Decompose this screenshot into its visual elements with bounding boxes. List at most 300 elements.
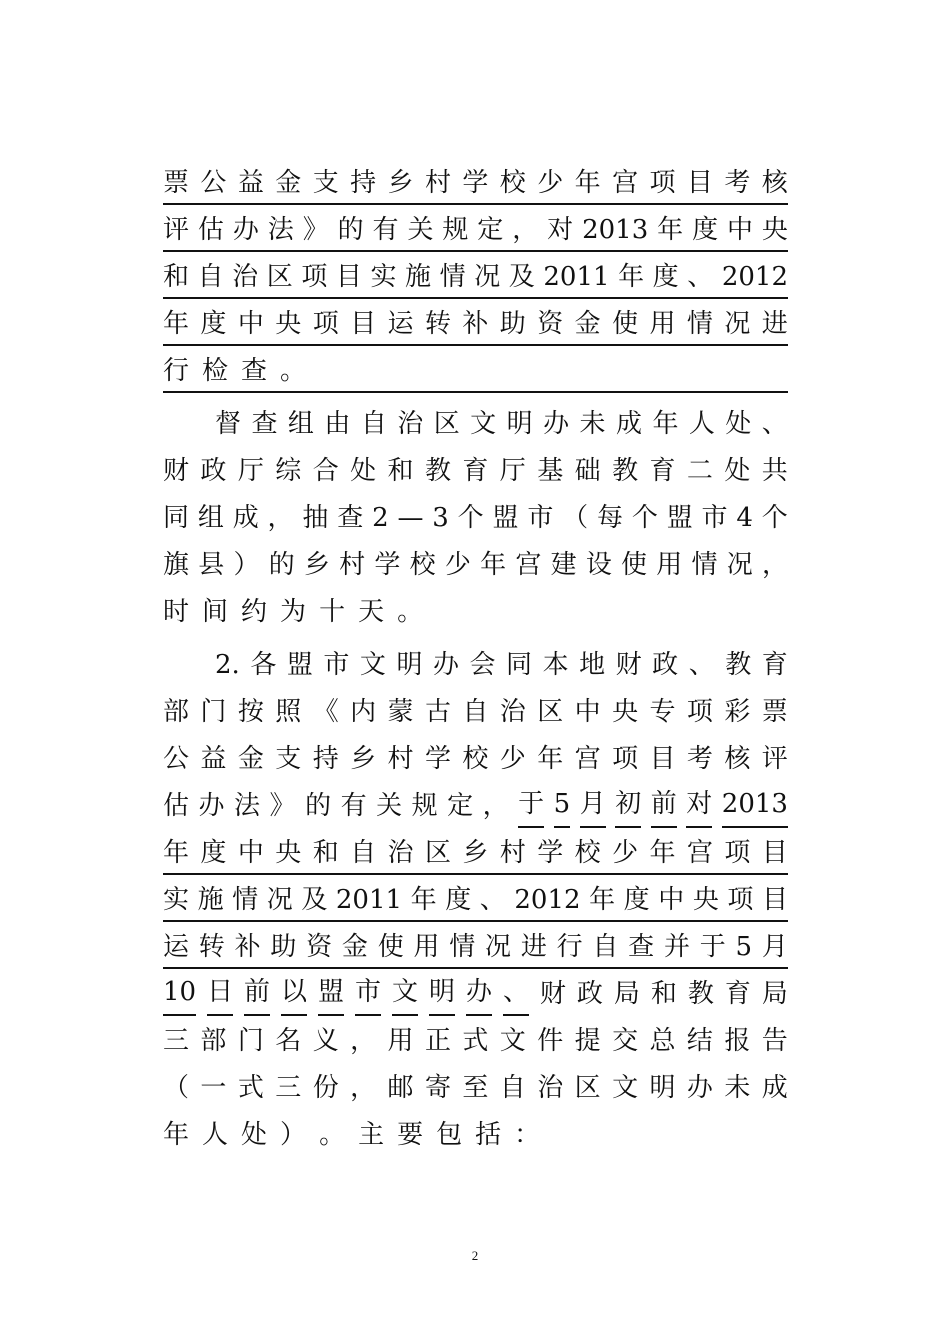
glyph: 宫 — [515, 550, 542, 580]
glyph: 进 — [520, 932, 547, 962]
glyph: 年 — [649, 838, 676, 868]
glyph: 区 — [537, 697, 564, 727]
glyph: 治 — [537, 1073, 564, 1103]
glyph: 治 — [499, 697, 526, 727]
glyph: 教 — [612, 456, 639, 486]
glyph: 央 — [692, 885, 719, 915]
glyph-underlined: 以 — [281, 972, 307, 1016]
glyph: 教 — [725, 650, 752, 680]
glyph: 治 — [232, 262, 259, 292]
glyph: 查 — [251, 409, 278, 439]
glyph: 育 — [649, 456, 676, 486]
glyph: ， — [482, 791, 509, 821]
glyph: 础 — [574, 456, 601, 486]
glyph: 2. — [215, 650, 240, 680]
glyph: 政 — [652, 650, 679, 680]
text-line — [215, 404, 788, 444]
glyph: 少 — [537, 168, 564, 198]
glyph: 办 — [232, 215, 259, 245]
glyph: 名 — [275, 1026, 302, 1056]
glyph: 金 — [341, 932, 368, 962]
glyph: 年 — [652, 409, 679, 439]
glyph: 年 — [163, 838, 190, 868]
page-number: 2 — [471, 1248, 479, 1263]
glyph: 财 — [615, 650, 642, 680]
glyph: 目 — [350, 309, 377, 339]
glyph: 情 — [439, 262, 466, 292]
glyph: 局 — [761, 979, 788, 1009]
glyph: 人 — [688, 409, 715, 439]
glyph: 同 — [506, 650, 533, 680]
glyph: 乡 — [462, 838, 489, 868]
glyph: 本 — [542, 650, 569, 680]
glyph: 二 — [686, 456, 713, 486]
glyph: 定 — [477, 215, 504, 245]
glyph: 的 — [305, 791, 332, 821]
glyph: 。 — [280, 356, 307, 386]
glyph: 区 — [266, 262, 293, 292]
glyph: 项 — [724, 838, 751, 868]
glyph: 文 — [612, 1073, 639, 1103]
glyph: 村 — [424, 168, 451, 198]
glyph: 县 — [198, 550, 225, 580]
glyph: 教 — [424, 456, 451, 486]
glyph: 核 — [761, 168, 788, 198]
glyph: 件 — [537, 1026, 564, 1056]
glyph: 区 — [574, 1073, 601, 1103]
glyph: 督 — [215, 409, 242, 439]
glyph: 处 — [241, 1120, 268, 1150]
glyph-underlined: 对 — [686, 784, 712, 828]
glyph: 学 — [537, 838, 564, 868]
glyph: 年 — [410, 885, 437, 915]
text-line — [163, 739, 788, 779]
glyph: 交 — [612, 1026, 639, 1056]
glyph: 助 — [270, 932, 297, 962]
glyph: 份 — [312, 1073, 339, 1103]
glyph: 支 — [312, 168, 339, 198]
glyph-underlined: 日 — [207, 972, 233, 1016]
text-line — [163, 545, 788, 585]
glyph: 金 — [275, 168, 302, 198]
glyph: 自 — [499, 1073, 526, 1103]
glyph: 乡 — [387, 168, 414, 198]
glyph-underlined: 、 — [503, 972, 529, 1016]
glyph: 和 — [312, 838, 339, 868]
glyph: 寄 — [424, 1073, 451, 1103]
glyph: 使 — [621, 550, 648, 580]
glyph: 成 — [615, 409, 642, 439]
glyph: 中 — [658, 885, 685, 915]
glyph: 金 — [574, 309, 601, 339]
glyph: 少 — [612, 838, 639, 868]
glyph: 要 — [397, 1120, 424, 1150]
glyph: 情 — [691, 550, 718, 580]
glyph: 况 — [474, 262, 501, 292]
glyph: 况 — [266, 885, 293, 915]
glyph: 的 — [268, 550, 295, 580]
text-line — [163, 1068, 788, 1108]
glyph: 明 — [649, 1073, 676, 1103]
glyph: 和 — [163, 262, 190, 292]
glyph: 式 — [237, 1073, 264, 1103]
glyph-underlined: 文 — [392, 972, 418, 1016]
glyph: 照 — [275, 697, 302, 727]
glyph: 处 — [724, 456, 751, 486]
glyph: 年 — [480, 550, 507, 580]
glyph: 施 — [405, 262, 432, 292]
glyph: 乡 — [303, 550, 330, 580]
glyph: 。 — [397, 597, 424, 627]
glyph: 查 — [628, 932, 655, 962]
glyph: 2 — [372, 503, 389, 533]
text-line — [163, 257, 788, 299]
glyph: 宫 — [612, 168, 639, 198]
glyph: 宫 — [686, 838, 713, 868]
glyph: 彩 — [724, 697, 751, 727]
glyph: 度 — [623, 885, 650, 915]
glyph: 自 — [350, 838, 377, 868]
glyph: 文 — [470, 409, 497, 439]
glyph: 资 — [306, 932, 333, 962]
glyph: 实 — [163, 885, 190, 915]
glyph: 一 — [200, 1073, 227, 1103]
glyph: 年 — [574, 168, 601, 198]
text-line — [163, 210, 788, 252]
glyph: 进 — [761, 309, 788, 339]
glyph: 央 — [612, 697, 639, 727]
glyph: 查 — [241, 356, 268, 386]
glyph: 运 — [387, 309, 414, 339]
glyph: 政 — [200, 456, 227, 486]
glyph: 规 — [442, 215, 469, 245]
glyph: 评 — [761, 744, 788, 774]
text-line — [163, 833, 788, 875]
glyph: 项 — [686, 697, 713, 727]
glyph: 及 — [508, 262, 535, 292]
glyph: 核 — [724, 744, 751, 774]
glyph: 目 — [761, 838, 788, 868]
glyph: 查 — [337, 503, 364, 533]
glyph: 施 — [197, 885, 224, 915]
glyph: ： — [514, 1120, 541, 1150]
glyph: 市 — [323, 650, 350, 680]
glyph-underlined: 月 — [580, 784, 606, 828]
glyph: 持 — [312, 744, 339, 774]
glyph: 目 — [686, 168, 713, 198]
glyph: 度 — [445, 885, 472, 915]
glyph: 自 — [462, 697, 489, 727]
glyph: 告 — [761, 1026, 788, 1056]
glyph: 于 — [699, 932, 726, 962]
glyph: 括 — [475, 1120, 502, 1150]
glyph: 用 — [387, 1026, 414, 1056]
text-line — [163, 163, 788, 205]
glyph: 处 — [350, 456, 377, 486]
glyph: 乡 — [350, 744, 377, 774]
glyph: 考 — [686, 744, 713, 774]
glyph: 估 — [163, 791, 190, 821]
glyph: 成 — [761, 1073, 788, 1103]
glyph: 关 — [407, 215, 434, 245]
glyph: 2012 — [721, 262, 788, 292]
glyph: 目 — [649, 744, 676, 774]
glyph: 规 — [411, 791, 438, 821]
glyph: 个 — [631, 503, 658, 533]
glyph: 况 — [485, 932, 512, 962]
glyph: 、 — [479, 885, 506, 915]
glyph: 法 — [267, 215, 294, 245]
glyph-underlined: 2013 — [722, 784, 788, 828]
glyph: 中 — [237, 838, 264, 868]
glyph: 至 — [462, 1073, 489, 1103]
glyph: 有 — [372, 215, 399, 245]
glyph: 金 — [237, 744, 264, 774]
text-line — [163, 880, 788, 922]
glyph: 包 — [436, 1120, 463, 1150]
glyph: 门 — [237, 1026, 264, 1056]
glyph: 正 — [424, 1026, 451, 1056]
glyph: 项 — [301, 262, 328, 292]
glyph: 未 — [724, 1073, 751, 1103]
glyph: 央 — [275, 309, 302, 339]
glyph: ） — [233, 550, 260, 580]
glyph: 度 — [652, 262, 679, 292]
glyph: 票 — [761, 697, 788, 727]
glyph: 益 — [237, 168, 264, 198]
glyph: ， — [267, 503, 294, 533]
glyph: 未 — [579, 409, 606, 439]
glyph: 自 — [360, 409, 387, 439]
glyph: 年 — [657, 215, 684, 245]
glyph: 旗 — [163, 550, 190, 580]
glyph: 票 — [163, 168, 190, 198]
glyph: 用 — [649, 309, 676, 339]
glyph: 对 — [547, 215, 574, 245]
glyph: 厅 — [499, 456, 526, 486]
glyph: 村 — [339, 550, 366, 580]
glyph-underlined: 前 — [651, 784, 677, 828]
glyph: 和 — [387, 456, 414, 486]
glyph: 结 — [686, 1026, 713, 1056]
glyph: 年 — [618, 262, 645, 292]
glyph: 使 — [612, 309, 639, 339]
text-line — [215, 645, 788, 685]
glyph: 、 — [761, 409, 788, 439]
glyph: 定 — [447, 791, 474, 821]
glyph: 治 — [387, 838, 414, 868]
text-line — [163, 927, 788, 969]
glyph: 2011 — [335, 885, 403, 915]
glyph: 蒙 — [387, 697, 414, 727]
glyph: 合 — [312, 456, 339, 486]
glyph: 盟 — [286, 650, 313, 680]
glyph: 情 — [686, 309, 713, 339]
glyph: 年 — [589, 885, 616, 915]
glyph: 十 — [319, 597, 346, 627]
glyph: 市 — [527, 503, 554, 533]
glyph: 用 — [413, 932, 440, 962]
glyph: 中 — [726, 215, 753, 245]
glyph: 学 — [374, 550, 401, 580]
glyph: ， — [512, 215, 539, 245]
glyph: ， — [350, 1073, 377, 1103]
glyph: 情 — [232, 885, 259, 915]
glyph: 政 — [576, 979, 603, 1009]
text-line — [163, 592, 788, 632]
glyph: 转 — [198, 932, 225, 962]
glyph: 建 — [550, 550, 577, 580]
glyph: 校 — [409, 550, 436, 580]
glyph: 使 — [377, 932, 404, 962]
glyph: 中 — [237, 309, 264, 339]
glyph: 2013 — [582, 215, 649, 245]
glyph: 部 — [200, 1026, 227, 1056]
glyph-underlined: 市 — [355, 972, 381, 1016]
glyph: 考 — [724, 168, 751, 198]
glyph: 办 — [198, 791, 225, 821]
glyph: 助 — [499, 309, 526, 339]
glyph: 2011 — [543, 262, 610, 292]
glyph: 明 — [506, 409, 533, 439]
glyph: 三 — [275, 1073, 302, 1103]
glyph: 运 — [163, 932, 190, 962]
glyph: 3 — [432, 503, 449, 533]
glyph: 益 — [200, 744, 227, 774]
glyph: 和 — [650, 979, 677, 1009]
glyph: 古 — [424, 697, 451, 727]
glyph: 义 — [312, 1026, 339, 1056]
glyph: 育 — [724, 979, 751, 1009]
glyph: — — [397, 503, 424, 533]
glyph: 每 — [597, 503, 624, 533]
glyph: 、 — [688, 650, 715, 680]
glyph: （ — [163, 1073, 190, 1103]
glyph: 公 — [200, 168, 227, 198]
glyph: 校 — [499, 168, 526, 198]
glyph: 同 — [163, 503, 190, 533]
glyph: 目 — [335, 262, 362, 292]
text-line — [163, 351, 788, 393]
glyph: 文 — [499, 1026, 526, 1056]
glyph: 行 — [556, 932, 583, 962]
glyph: 有 — [340, 791, 367, 821]
text-line — [163, 1115, 788, 1155]
glyph: 评 — [163, 215, 190, 245]
glyph: 宫 — [574, 744, 601, 774]
glyph: 4 — [736, 503, 753, 533]
glyph: 盟 — [666, 503, 693, 533]
glyph: 补 — [462, 309, 489, 339]
glyph: 按 — [237, 697, 264, 727]
glyph: 三 — [163, 1026, 190, 1056]
glyph: 市 — [701, 503, 728, 533]
glyph: 年 — [163, 1120, 190, 1150]
glyph: 办 — [686, 1073, 713, 1103]
glyph: 项 — [727, 885, 754, 915]
glyph: 会 — [469, 650, 496, 680]
glyph: 项 — [612, 744, 639, 774]
text-line — [163, 786, 788, 826]
glyph: 转 — [424, 309, 451, 339]
glyph: 及 — [301, 885, 328, 915]
glyph: 资 — [537, 309, 564, 339]
glyph: 自 — [592, 932, 619, 962]
glyph: 2012 — [514, 885, 581, 915]
glyph: ， — [761, 550, 788, 580]
glyph: 自 — [197, 262, 224, 292]
glyph: 情 — [449, 932, 476, 962]
glyph: 治 — [397, 409, 424, 439]
text-line — [163, 1021, 788, 1061]
glyph-underlined: 于 — [518, 784, 544, 828]
glyph: 、 — [687, 262, 714, 292]
glyph: 式 — [462, 1026, 489, 1056]
glyph-underlined: 盟 — [318, 972, 344, 1016]
glyph: （ — [562, 503, 589, 533]
glyph: 地 — [579, 650, 606, 680]
glyph: 各 — [250, 650, 277, 680]
glyph: 主 — [358, 1120, 385, 1150]
glyph: 人 — [202, 1120, 229, 1150]
glyph: 项 — [649, 168, 676, 198]
glyph: 持 — [350, 168, 377, 198]
glyph: 成 — [232, 503, 259, 533]
glyph: 》 — [302, 215, 329, 245]
glyph: 天 — [358, 597, 385, 627]
glyph-underlined: 5 — [554, 784, 571, 828]
glyph: 办 — [543, 409, 570, 439]
glyph: 少 — [499, 744, 526, 774]
glyph: 由 — [324, 409, 351, 439]
glyph: 并 — [663, 932, 690, 962]
glyph: 区 — [424, 838, 451, 868]
glyph: 育 — [761, 650, 788, 680]
glyph: 间 — [202, 597, 229, 627]
glyph: 组 — [197, 503, 224, 533]
glyph: 局 — [613, 979, 640, 1009]
glyph: 年 — [163, 309, 190, 339]
glyph: 5 — [735, 932, 753, 962]
glyph: 约 — [241, 597, 268, 627]
glyph: 公 — [163, 744, 190, 774]
text-line — [163, 498, 788, 538]
glyph: 检 — [202, 356, 229, 386]
glyph: 盟 — [492, 503, 519, 533]
glyph: 月 — [761, 932, 788, 962]
text-line — [163, 304, 788, 346]
text-line — [163, 974, 788, 1014]
glyph: 办 — [432, 650, 459, 680]
glyph: 报 — [724, 1026, 751, 1056]
glyph: 中 — [574, 697, 601, 727]
glyph: 补 — [234, 932, 261, 962]
glyph-underlined: 明 — [429, 972, 455, 1016]
glyph: 组 — [287, 409, 314, 439]
glyph: 度 — [200, 309, 227, 339]
glyph: 关 — [376, 791, 403, 821]
glyph: 财 — [539, 979, 566, 1009]
glyph: 综 — [275, 456, 302, 486]
glyph: 》 — [269, 791, 296, 821]
glyph: 为 — [280, 597, 307, 627]
glyph: 度 — [200, 838, 227, 868]
glyph: 的 — [337, 215, 364, 245]
glyph: 时 — [163, 597, 190, 627]
glyph: 目 — [761, 885, 788, 915]
glyph: 少 — [444, 550, 471, 580]
glyph: ， — [350, 1026, 377, 1056]
